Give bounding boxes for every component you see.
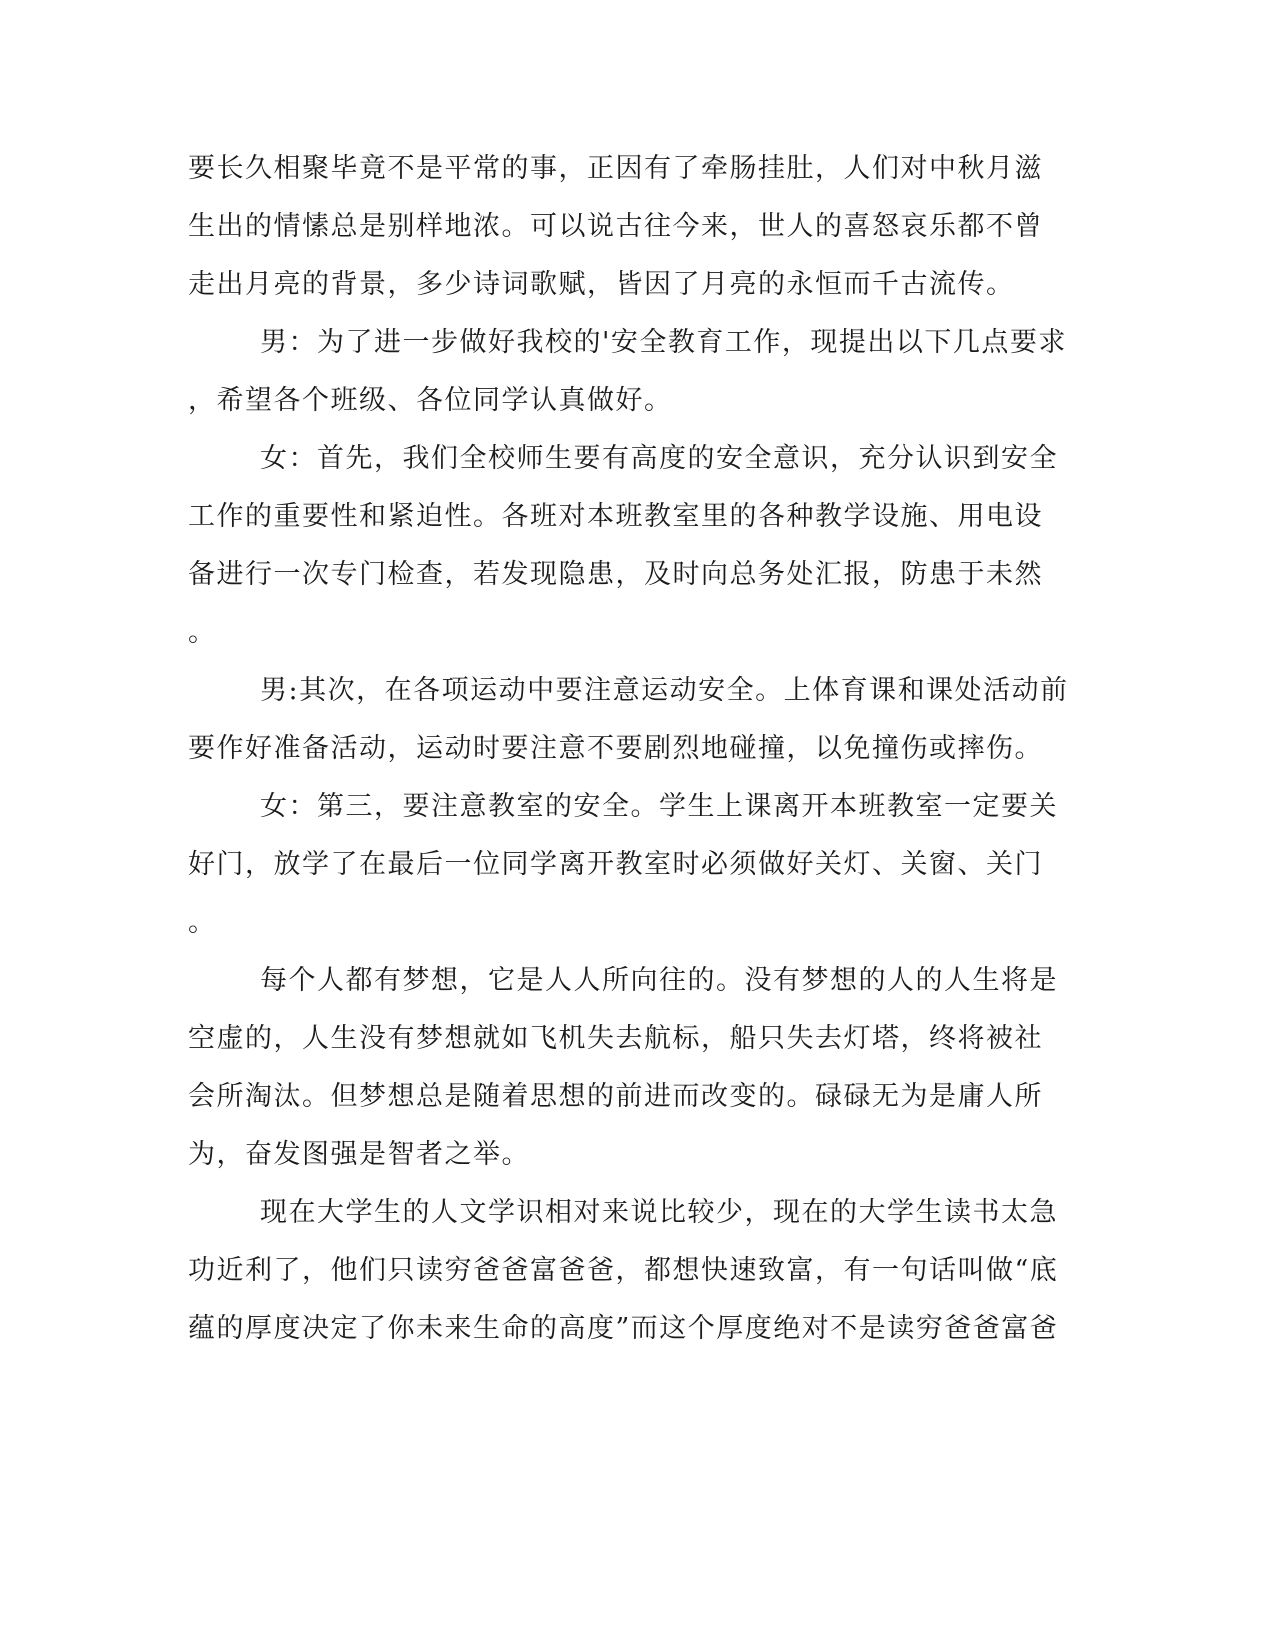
text-line: 。 [188,617,217,648]
text-line: 为，奋发图强是智者之举。 [188,1139,530,1170]
text-line: 每个人都有梦想，它是人人所向往的。没有梦想的人的人生将是 [260,965,1058,996]
text-line: 男：为了进一步做好我校的'安全教育工作，现提出以下几点要求 [260,327,1067,358]
text-line: 备进行一次专门检查，若发现隐患，及时向总务处汇报，防患于未然 [188,559,1043,590]
text-line: 。 [188,907,217,938]
text-line: 男:其次，在各项运动中要注意运动安全。上体育课和课处活动前 [260,675,1069,706]
text-line: 会所淘汰。但梦想总是随着思想的前进而改变的。碌碌无为是庸人所 [188,1081,1043,1112]
text-line: 功近利了，他们只读穷爸爸富爸爸，都想快速致富，有一句话叫做“底 [188,1255,1059,1286]
text-line: 女：首先，我们全校师生要有高度的安全意识，充分认识到安全 [260,443,1058,474]
text-line: 女：第三，要注意教室的安全。学生上课离开本班教室一定要关 [260,791,1058,822]
text-line: 空虚的，人生没有梦想就如飞机失去航标，船只失去灯塔，终将被社 [188,1023,1043,1054]
text-line: 要作好准备活动，运动时要注意不要剧烈地碰撞，以免撞伤或摔伤。 [188,733,1043,764]
text-line: 生出的情愫总是别样地浓。可以说古往今来，世人的喜怒哀乐都不曾 [188,211,1043,242]
text-line: 走出月亮的背景，多少诗词歌赋，皆因了月亮的永恒而千古流传。 [188,269,1015,300]
text-line: 好门，放学了在最后一位同学离开教室时必须做好关灯、关窗、关门 [188,849,1043,880]
text-line: 现在大学生的人文学识相对来说比较少，现在的大学生读书太急 [260,1197,1058,1228]
text-line: 蕴的厚度决定了你未来生命的高度”而这个厚度绝对不是读穷爸爸富爸 [188,1313,1059,1344]
text-line: ，希望各个班级、各位同学认真做好。 [188,385,673,416]
text-line: 要长久相聚毕竟不是平常的事，正因有了牵肠挂肚，人们对中秋月滋 [188,153,1043,184]
text-line: 工作的重要性和紧迫性。各班对本班教室里的各种教学设施、用电设 [188,501,1043,532]
document-body [188,140,1088,1358]
